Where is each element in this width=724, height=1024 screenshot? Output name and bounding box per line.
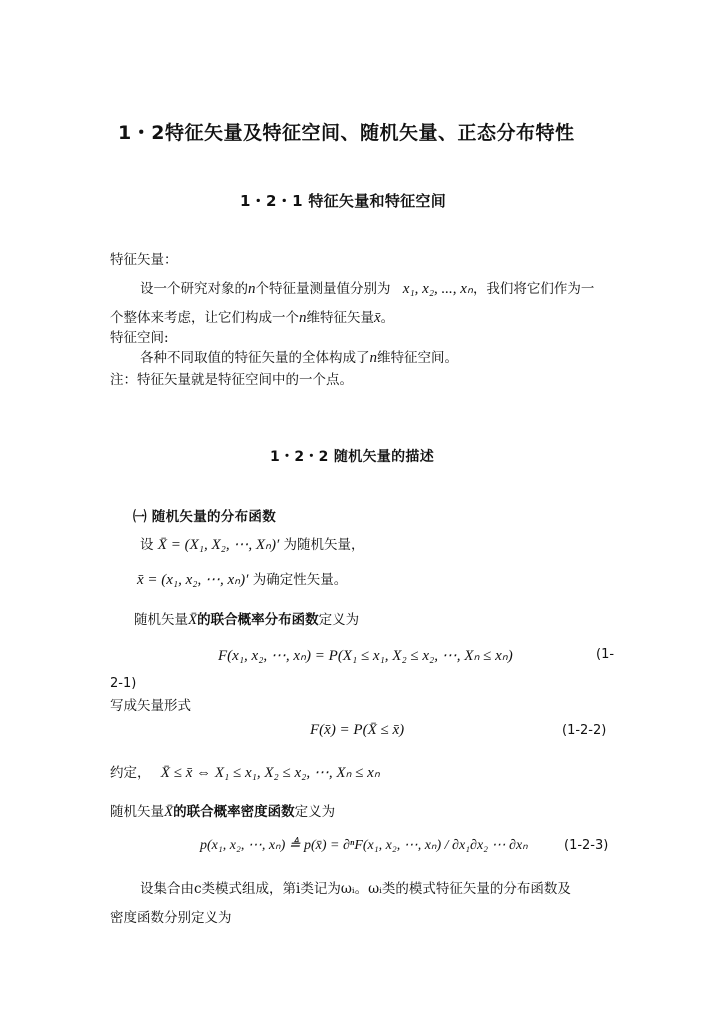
text: 定义为 <box>294 804 336 820</box>
note: 注：特征矢量就是特征空间中的一个点。 <box>110 372 353 388</box>
text: 个整体来考虑，让它们构成一个 <box>110 310 299 326</box>
math-values: x₁, x₂, ..., xₙ <box>402 281 473 297</box>
page-title: 1・2特征矢量及特征空间、随机矢量、正态分布特性 <box>118 122 575 144</box>
text: 维特征矢量 <box>306 310 374 326</box>
text: 为随机矢量， <box>283 537 365 553</box>
math-X-vector: X̄ = (X₁, X₂, ⋯, Xₙ)′ <box>157 537 280 553</box>
math-x-vector: x̄ <box>374 310 381 326</box>
pdf-definition-line <box>110 800 335 821</box>
equation-1-2-1: F(x₁, x₂, ⋯, xₙ) = P(X₁ ≤ x₁, X₂ ≤ x₂, ⋯, Xₙ ≤ xₙ) <box>218 648 513 664</box>
math-convention: X̄ ≤ x̄ ⇔ X₁ ≤ x₁, X₂ ≤ x₂, ⋯, Xₙ ≤ xₙ <box>160 765 380 781</box>
text: 设 <box>140 537 154 553</box>
vector-form-label: 写成矢量形式 <box>110 698 191 714</box>
text: ，我们将它们作为一 <box>472 281 595 297</box>
text: 定义为 <box>318 612 360 628</box>
deterministic-vector-definition <box>137 568 347 589</box>
class-definition-line-1: 设集合由c类模式组成，第i类记为ωᵢ。ωᵢ类的模式特征矢量的分布函数及 <box>140 881 571 897</box>
text: 随机矢量 <box>134 612 188 628</box>
text: 约定， <box>110 765 151 781</box>
feature-vector-label: 特征矢量： <box>110 252 178 268</box>
text: 为确定性矢量。 <box>252 572 348 588</box>
section-heading-1-2-2: 1・2・2 随机矢量的描述 <box>270 449 434 465</box>
subsection-distribution-function: ㈠ 随机矢量的分布函数 <box>133 509 276 525</box>
equation-number-1-2-1-part-a: (1- <box>596 647 615 662</box>
equation-1-2-3: p(x₁, x₂, ⋯, xₙ) ≜ p(x̄) = ∂ⁿF(x₁, x₂, ⋯, xₙ) / ∂x₁∂x₂ ⋯ ∂xₙ <box>200 838 528 853</box>
equation-1-2-2: F(x̄) = P(X̄ ≤ x̄) <box>310 722 405 738</box>
math-x-vector: x̄ = (x₁, x₂, ⋯, xₙ)′ <box>137 572 249 588</box>
class-definition-line-2: 密度函数分别定义为 <box>110 910 232 926</box>
feature-vector-line-2 <box>110 306 394 327</box>
equation-number-1-2-2: (1-2-2) <box>562 723 607 738</box>
cdf-definition-line <box>134 608 359 629</box>
text: 各种不同取值的特征矢量的全体构成了 <box>140 350 370 366</box>
convention-line <box>110 761 380 782</box>
text: 设一个研究对象的 <box>140 281 248 297</box>
equation-number-1-2-3: (1-2-3) <box>564 838 609 853</box>
bold-term: 的联合概率分布函数 <box>197 612 319 628</box>
bold-term: 的联合概率密度函数 <box>173 804 295 820</box>
text: 。 <box>380 310 395 326</box>
feature-space-line <box>140 346 458 367</box>
math-X-vector: X̄ <box>164 804 174 820</box>
math-n: n <box>248 281 256 297</box>
section-heading-1-2-1: 1・2・1 特征矢量和特征空间 <box>240 192 447 210</box>
math-X-vector: X̄ <box>188 612 198 628</box>
random-vector-definition <box>140 533 365 554</box>
feature-vector-line-1 <box>140 277 594 298</box>
math-n: n <box>369 350 377 366</box>
text: 维特征空间。 <box>377 350 458 366</box>
text: 随机矢量 <box>110 804 164 820</box>
text: 个特征量测量值分别为 <box>255 281 391 297</box>
equation-number-1-2-1-part-b: 2-1) <box>110 676 137 691</box>
math-n: n <box>299 310 307 326</box>
feature-space-label: 特征空间: <box>110 330 169 346</box>
